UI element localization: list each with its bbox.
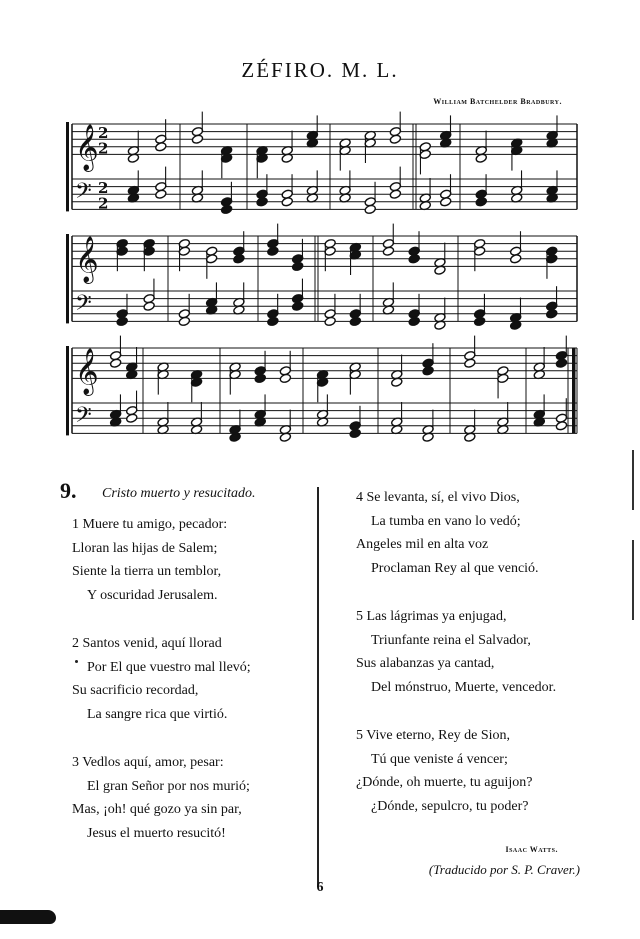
note-head — [191, 134, 203, 144]
note-head — [281, 197, 293, 207]
column-divider — [317, 487, 319, 887]
print-speck — [75, 660, 78, 663]
verse-line: Proclaman Rey al que venció. — [371, 560, 539, 576]
note-head — [256, 197, 268, 207]
verse-line: Lloran las hijas de Salem; — [72, 540, 218, 556]
verse-line: Por El que vuestro mal llevó; — [87, 659, 251, 675]
scan-line — [632, 450, 634, 510]
hymn-tune-title: ZÉFIRO. M. L. — [241, 58, 399, 82]
note-head — [475, 197, 487, 207]
verse-line: 5 Las lágrimas ya enjugad, — [356, 609, 507, 624]
hymn-title: Cristo muerto y resucitado. — [102, 486, 256, 501]
hymn-number: 9. — [60, 478, 77, 503]
stanza-2 — [72, 632, 312, 726]
bass-clef-icon: 𝄢 — [75, 402, 92, 433]
time-signature: 2 — [98, 194, 109, 213]
note-head — [349, 428, 361, 438]
treble-clef-icon: 𝄞 — [75, 124, 99, 171]
note-head — [110, 358, 122, 368]
time-signature: 2 — [98, 179, 109, 198]
treble-clef-icon: 𝄞 — [75, 348, 99, 395]
final-bar-line — [572, 348, 576, 433]
note-head — [155, 142, 167, 152]
stanza-5 — [356, 605, 596, 699]
verse-line: El gran Señor por nos murió; — [87, 778, 250, 794]
note-head — [254, 373, 266, 383]
note-head — [143, 301, 155, 311]
note-head — [408, 254, 420, 264]
note-head — [233, 254, 245, 264]
note-head — [155, 189, 167, 199]
note-head — [116, 316, 128, 326]
page-number: 6 — [316, 880, 324, 895]
note-head — [510, 254, 522, 264]
verse-line: 4 Se levanta, sí, el vivo Dios, — [356, 490, 520, 505]
verse-column-right — [356, 486, 596, 843]
bass-clef-icon: 𝄢 — [75, 290, 92, 321]
verse-line: Su sacrificio recordad, — [72, 683, 199, 698]
note-head — [389, 134, 401, 144]
note-head — [555, 421, 567, 431]
verse-line: Sus alabanzas ya cantad, — [356, 656, 495, 671]
note-head — [178, 316, 190, 326]
verse-line: ¿Dónde, oh muerte, tu aguijon? — [356, 775, 533, 790]
note-head — [474, 316, 486, 326]
stanza-1 — [72, 513, 312, 607]
note-head — [324, 316, 336, 326]
note-head — [349, 316, 361, 326]
note-head — [279, 373, 291, 383]
verse-line: 3 Vedlos aquí, amor, pesar: — [72, 755, 224, 770]
note-head — [408, 316, 420, 326]
note-head — [546, 309, 558, 319]
note-head — [555, 358, 567, 368]
translator-credit: (Traducido por S. P. Craver.) — [428, 862, 580, 877]
ink-smudge — [0, 910, 56, 924]
system-bracket — [66, 346, 69, 435]
verse-line: La tumba en vano lo vedó; — [371, 513, 521, 529]
note-head — [267, 316, 279, 326]
verse-line: ¿Dónde, sepulcro, tu poder? — [371, 798, 529, 814]
verse-line: Tú que veniste á vencer; — [371, 751, 508, 767]
stanza-6 — [356, 724, 596, 818]
bass-clef-icon: 𝄢 — [75, 178, 92, 209]
verse-line: Siente la tierra un temblor, — [72, 564, 222, 579]
verse-line: Mas, ¡oh! qué gozo ya sin par, — [72, 802, 242, 817]
stanza-4 — [356, 486, 596, 580]
system-bracket — [66, 234, 69, 323]
verse-line: 5 Vive eterno, Rey de Sion, — [356, 728, 511, 743]
verse-line: Jesus el muerto resucitó! — [87, 825, 226, 841]
treble-clef-icon: 𝄞 — [75, 236, 99, 283]
note-head — [389, 189, 401, 199]
verse-line: La sangre rica que virtió. — [87, 706, 228, 722]
note-head — [126, 413, 138, 423]
note-head — [464, 358, 476, 368]
verse-line: 2 Santos venid, aquí llorad — [72, 636, 222, 651]
note-head — [382, 246, 394, 256]
time-signature: 2 — [98, 124, 109, 143]
stanza-3 — [72, 751, 312, 845]
note-head — [292, 261, 304, 271]
composer-credit: William Batchelder Bradbury. — [433, 97, 562, 106]
system-bracket — [66, 122, 69, 211]
lyricist-credit: Isaac Watts. — [505, 845, 558, 854]
scan-line — [632, 540, 634, 620]
verse-line: Y oscuridad Jerusalem. — [87, 587, 218, 603]
note-head — [364, 204, 376, 214]
verse-line: 1 Muere tu amigo, pecador: — [72, 517, 228, 532]
note-head — [267, 246, 279, 256]
verse-line: Triunfante reina el Salvador, — [371, 632, 531, 648]
note-head — [220, 204, 232, 214]
time-signature: 2 — [98, 139, 109, 158]
note-head — [440, 197, 452, 207]
note-head — [422, 366, 434, 376]
note-head — [292, 301, 304, 311]
verse-line: Del mónstruo, Muerte, vencedor. — [371, 679, 557, 695]
verse-column-left — [72, 513, 312, 870]
verse-line: Angeles mil en alta voz — [356, 537, 489, 552]
